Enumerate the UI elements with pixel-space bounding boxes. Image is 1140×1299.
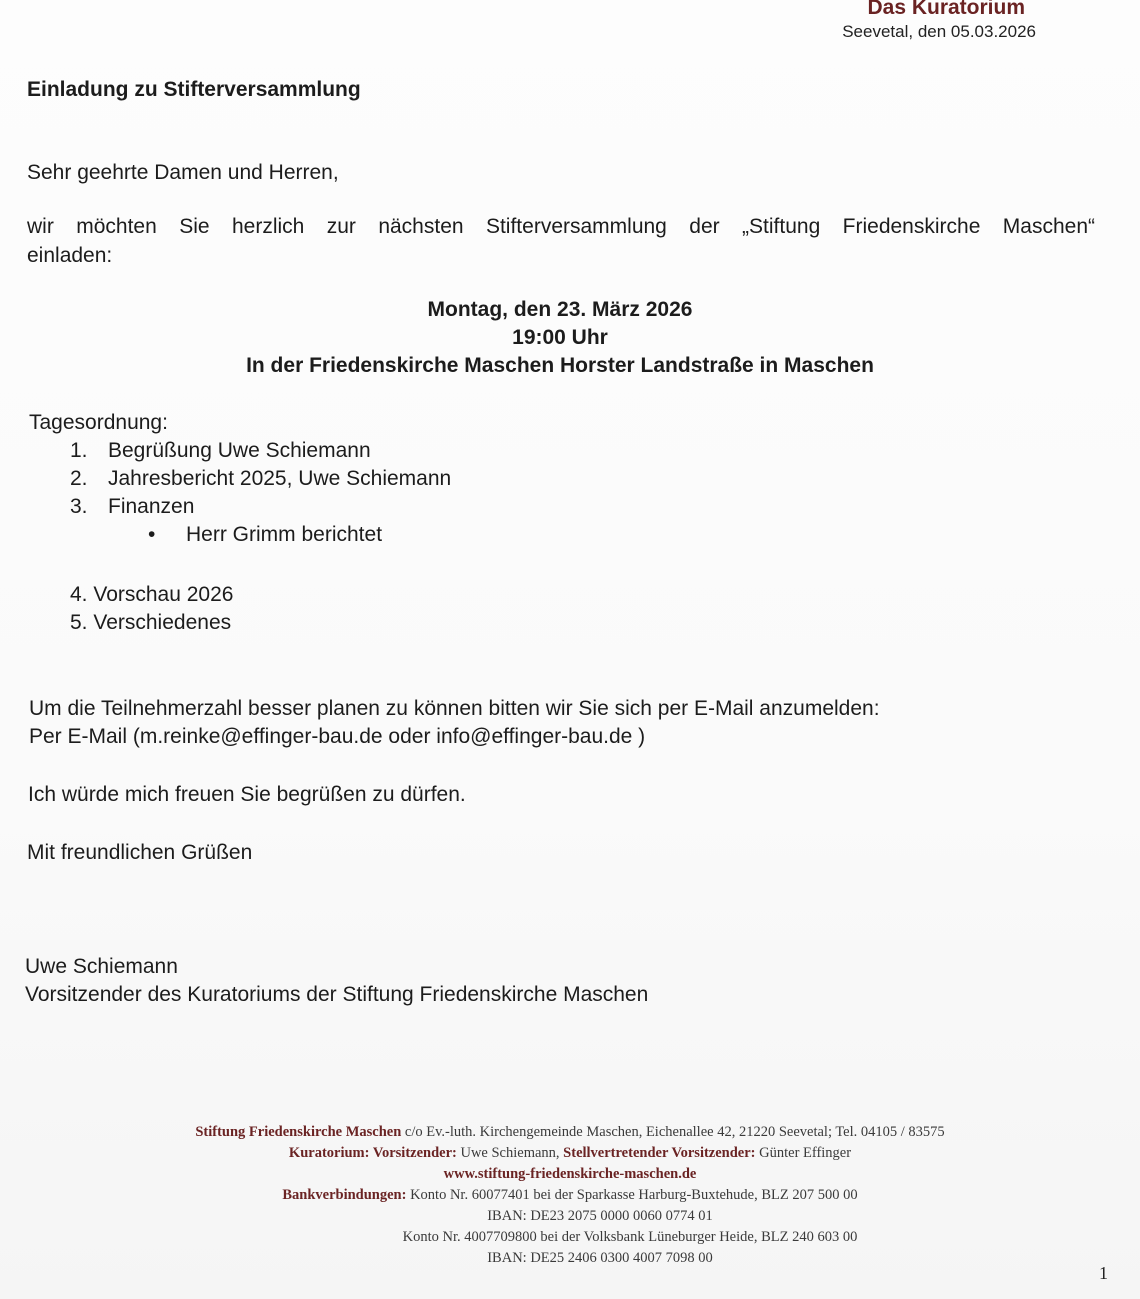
footer-board: [0, 1145, 1140, 1162]
footer-iban-2: IBAN: DE25 2406 0300 4007 7098 00: [487, 1250, 713, 1266]
agenda-title: Tagesordnung:: [29, 411, 168, 434]
closing-wish: Ich würde mich freuen Sie begrüßen zu dürfen.: [28, 783, 466, 806]
footer-bank-1: [0, 1187, 1140, 1204]
footer-foundation: [0, 1124, 1140, 1141]
signer-role: Vorsitzender des Kuratoriums der Stiftung Friedenskirche Maschen: [25, 983, 649, 1006]
salutation: Sehr geehrte Damen und Herren,: [27, 161, 339, 184]
page-number: 1: [1099, 1263, 1108, 1283]
intro-line-1: wir möchten Sie herzlich zur nächsten Stifterversammlung der „Stiftung Friedenskirche Maschen“: [27, 215, 1095, 238]
agenda-item-number: 2.: [70, 467, 88, 490]
agenda-item-text: Jahresbericht 2025, Uwe Schiemann: [108, 467, 452, 490]
footer-board-label: Kuratorium: Vorsitzender:: [288, 1145, 457, 1161]
letter-subject: Einladung zu Stifterversammlung: [27, 78, 361, 101]
agenda-item-text: Finanzen: [108, 495, 195, 518]
agenda-item: [70, 611, 231, 635]
registration-request: Um die Teilnehmerzahl besser planen zu können bitten wir Sie sich per E-Mail anzumelden:: [29, 697, 880, 720]
agenda-item-text: Verschiedenes: [93, 611, 232, 634]
bullet-icon: •: [148, 523, 156, 546]
intro-paragraph: [27, 212, 1095, 270]
agenda-item: [70, 467, 451, 491]
agenda-item-number: 1.: [70, 439, 88, 462]
event-location: In der Friedenskirche Maschen Horster Landstraße in Maschen: [246, 354, 874, 377]
intro-line-2: einladen:: [27, 244, 113, 267]
agenda-item-number: 4.: [70, 583, 88, 606]
footer-bank-1-text: Konto Nr. 60077401 bei der Sparkasse Harburg-Buxtehude, BLZ 207 500 00: [410, 1187, 858, 1203]
agenda-item: [70, 583, 233, 607]
agenda-sub-bullet: [148, 523, 382, 547]
agenda-sub-bullet-text: Herr Grimm berichtet: [186, 523, 383, 546]
footer-foundation-label: Stiftung Friedenskirche Maschen: [195, 1124, 402, 1140]
footer-iban-1: IBAN: DE23 2075 0000 0060 0774 01: [487, 1208, 713, 1224]
agenda-item: [70, 439, 371, 463]
agenda-item: [70, 495, 194, 519]
agenda-item-text: Vorschau 2026: [93, 583, 234, 606]
signer-name: Uwe Schiemann: [25, 955, 178, 978]
agenda-item-number: 3.: [70, 495, 88, 518]
footer-board-chair: Uwe Schiemann,: [460, 1145, 560, 1161]
sender-organization: Das Kuratorium: [867, 0, 1025, 19]
closing-phrase: Mit freundlichen Grüßen: [27, 841, 253, 864]
footer-board-deputy-label: Stellvertretender Vorsitzender:: [563, 1145, 756, 1161]
agenda-item-number: 5.: [70, 611, 88, 634]
agenda-item-text: Begrüßung Uwe Schiemann: [108, 439, 371, 462]
place-and-date: Seevetal, den 05.03.2026: [842, 22, 1036, 41]
footer-bank-2: Konto Nr. 4007709800 bei der Volksbank Lüneburger Heide, BLZ 240 603 00: [402, 1229, 858, 1245]
registration-email: Per E-Mail (m.reinke@effinger-bau.de oder info@effinger-bau.de ): [29, 725, 646, 748]
footer-board-deputy: Günter Effinger: [759, 1145, 852, 1161]
footer-bank-label: Bankverbindungen:: [282, 1187, 407, 1203]
footer-website[interactable]: www.stiftung-friedenskirche-maschen.de: [443, 1166, 697, 1182]
event-time: 19:00 Uhr: [512, 326, 608, 349]
event-date: Montag, den 23. März 2026: [427, 298, 693, 321]
footer-foundation-text: c/o Ev.-luth. Kirchengemeinde Maschen, Eichenallee 42, 21220 Seevetal; Tel. 04105 / 83575: [404, 1124, 945, 1140]
